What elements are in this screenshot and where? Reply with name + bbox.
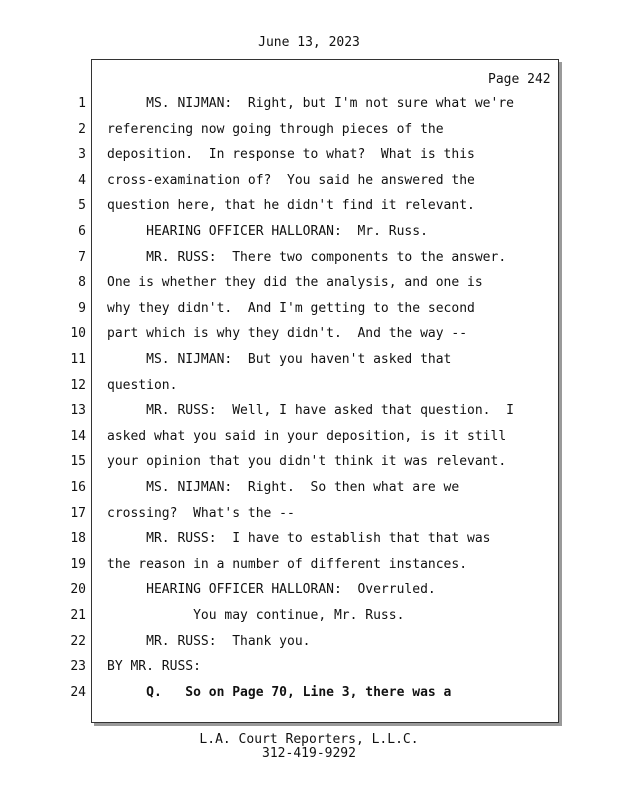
transcript-line: MS. NIJMAN: Right. So then what are we bbox=[107, 480, 460, 495]
line-number: 11 bbox=[70, 352, 86, 367]
transcript-line: Q. So on Page 70, Line 3, there was a bbox=[107, 685, 452, 700]
line-number: 23 bbox=[70, 659, 86, 674]
transcript-line: MR. RUSS: Thank you. bbox=[107, 634, 311, 649]
line-number: 2 bbox=[78, 122, 86, 137]
transcript-line: question. bbox=[107, 378, 178, 393]
footer bbox=[0, 733, 618, 761]
line-number: 21 bbox=[70, 608, 86, 623]
line-number: 17 bbox=[70, 506, 86, 521]
line-number: 5 bbox=[78, 198, 86, 213]
line-number: 8 bbox=[78, 275, 86, 290]
transcript-line: MR. RUSS: Well, I have asked that question. I bbox=[107, 403, 514, 418]
line-number: 18 bbox=[70, 531, 86, 546]
transcript-line: HEARING OFFICER HALLORAN: Mr. Russ. bbox=[107, 224, 428, 239]
transcript-line: MR. RUSS: There two components to the answer. bbox=[107, 250, 507, 265]
transcript-line: asked what you said in your deposition, is it still bbox=[107, 429, 507, 444]
line-number: 10 bbox=[70, 326, 86, 341]
line-number: 13 bbox=[70, 403, 86, 418]
transcript-line: cross-examination of? You said he answered the bbox=[107, 173, 475, 188]
transcript-line: HEARING OFFICER HALLORAN: Overruled. bbox=[107, 582, 436, 597]
transcript-line: You may continue, Mr. Russ. bbox=[107, 608, 405, 623]
transcript-line: part which is why they didn't. And the way -- bbox=[107, 326, 468, 341]
hearing-date: June 13, 2023 bbox=[258, 35, 360, 50]
court-reporter-name: L.A. Court Reporters, L.L.C. bbox=[199, 732, 419, 747]
line-number: 12 bbox=[70, 378, 86, 393]
line-number: 4 bbox=[78, 173, 86, 188]
line-number: 15 bbox=[70, 454, 86, 469]
line-number: 20 bbox=[70, 582, 86, 597]
line-number: 1 bbox=[78, 96, 86, 111]
court-reporter-phone: 312-419-9292 bbox=[262, 746, 356, 761]
transcript-line: why they didn't. And I'm getting to the second bbox=[107, 301, 475, 316]
transcript-line: MR. RUSS: I have to establish that that was bbox=[107, 531, 491, 546]
transcript-line: One is whether they did the analysis, and one is bbox=[107, 275, 483, 290]
line-number: 9 bbox=[78, 301, 86, 316]
page-number: Page 242 bbox=[488, 72, 551, 87]
line-number: 19 bbox=[70, 557, 86, 572]
line-number: 7 bbox=[78, 250, 86, 265]
transcript-line: crossing? What's the -- bbox=[107, 506, 295, 521]
line-number: 14 bbox=[70, 429, 86, 444]
line-number: 3 bbox=[78, 147, 86, 162]
line-number: 24 bbox=[70, 685, 86, 700]
line-number: 6 bbox=[78, 224, 86, 239]
transcript-line: MS. NIJMAN: Right, but I'm not sure what we're bbox=[107, 96, 514, 111]
transcript-line: BY MR. RUSS: bbox=[107, 659, 201, 674]
line-number: 22 bbox=[70, 634, 86, 649]
transcript-line: deposition. In response to what? What is this bbox=[107, 147, 475, 162]
transcript-line: MS. NIJMAN: But you haven't asked that bbox=[107, 352, 452, 367]
transcript-line: question here, that he didn't find it relevant. bbox=[107, 198, 475, 213]
transcript-line: your opinion that you didn't think it was relevant. bbox=[107, 454, 507, 469]
line-number: 16 bbox=[70, 480, 86, 495]
transcript-line: the reason in a number of different instances. bbox=[107, 557, 468, 572]
transcript-line: referencing now going through pieces of the bbox=[107, 122, 444, 137]
